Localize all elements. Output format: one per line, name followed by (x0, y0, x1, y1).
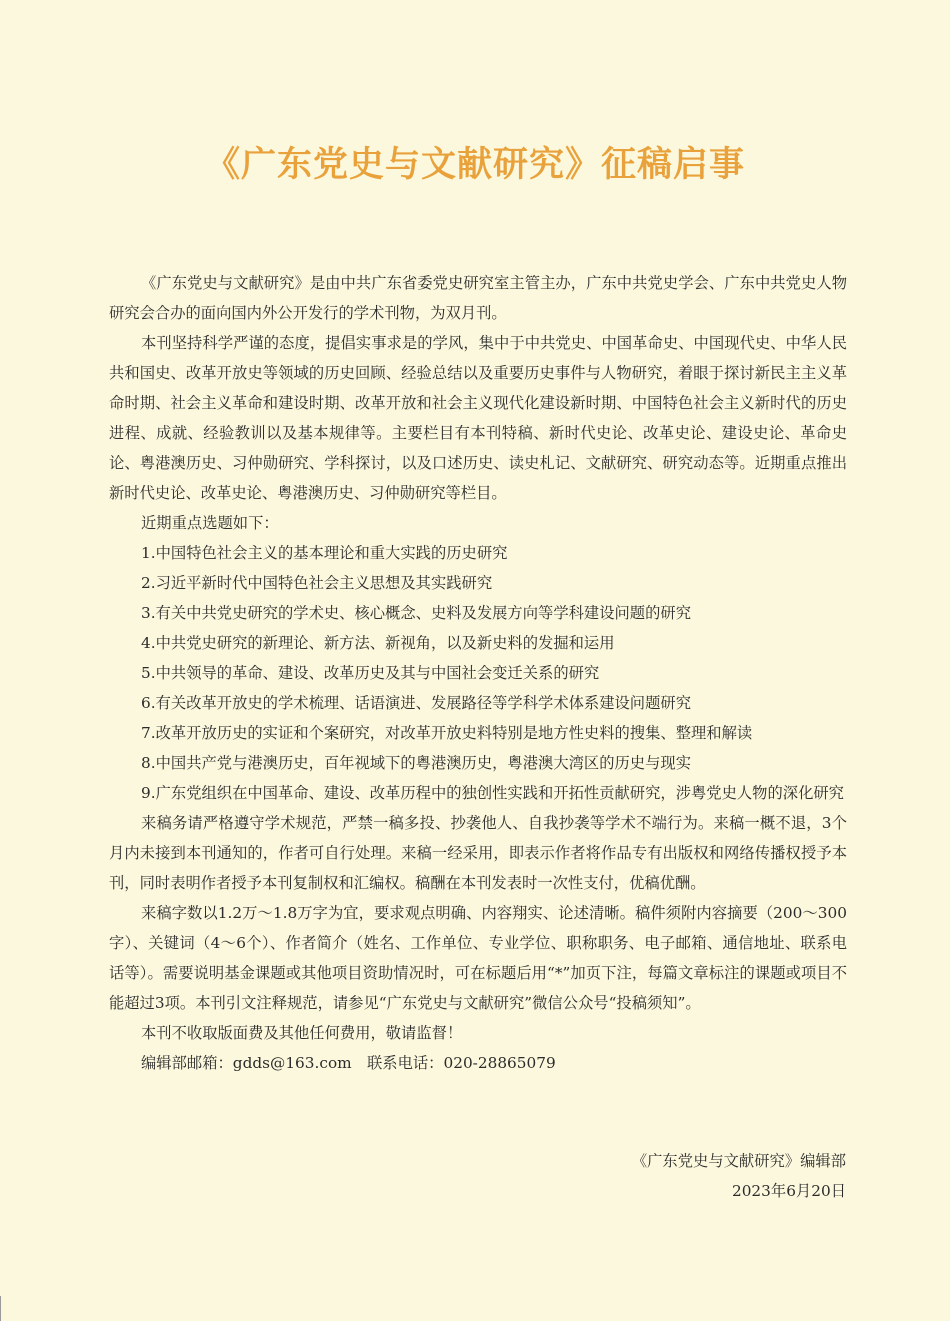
crop-mark (0, 1296, 9, 1321)
email-label: 编辑部邮箱： (141, 1054, 233, 1072)
phone-label: 联系电话： (366, 1054, 444, 1072)
scope-paragraph: 本刊坚持科学严谨的态度，提倡实事求是的学风，集中于中共党史、中国革命史、中国现代史、中华人民共和国史、改革开放史等领域的历史回顾、经验总结以及重要历史事件与人物研究，着眼于探讨新民主主义革命时期、社会主义革命和建设时期、改革开放和社会主义现代化建设新时期、中国特色社会主义新时代的历史进程、成就、经验教训以及基本规律等。主要栏目有本刊特稿、新时代史论、改革史论、建设史论、革命史论、粤港澳历史、习仲勋研究、学科探讨，以及口述历史、读史札记、文献研究、研究动态等。近期重点推出新时代史论、改革史论、粤港澳历史、习仲勋研究等栏目。 (109, 334, 847, 502)
topic-item: 6.有关改革开放史的学术梳理、话语演进、发展路径等学科学术体系建设问题研究 (141, 694, 691, 712)
contact-line (109, 1048, 847, 1078)
phone-number: 020-28865079 (443, 1054, 556, 1072)
academic-norms-paragraph: 来稿务请严格遵守学术规范，严禁一稿多投、抄袭他人、自我抄袭等学术不端行为。来稿一概不退，3个月内未接到本刊通知的，作者可自行处理。来稿一经采用，即表示作者将作品专有出版权和网络传播权授予本刊，同时表明作者授予本刊复制权和汇编权。稿酬在本刊发表时一次性支付，优稿优酬。 (109, 814, 847, 892)
topic-item: 9.广东党组织在中国革命、建设、改革历程中的独创性实践和开拓性贡献研究，涉粤党史人物的深化研究 (141, 784, 844, 802)
signature-date: 2023年6月20日 (731, 1182, 846, 1200)
email-address[interactable]: gdds@163.com (232, 1054, 352, 1072)
topic-item: 4.中共党史研究的新理论、新方法、新视角，以及新史料的发掘和运用 (141, 634, 615, 652)
contact-spacer (352, 1054, 367, 1072)
notice-body (109, 268, 847, 1078)
submission-requirements-paragraph: 来稿字数以1.2万～1.8万字为宜，要求观点明确、内容翔实、论述清晰。稿件须附内容摘要（200～300字）、关键词（4～6个）、作者简介（姓名、工作单位、专业学位、职称职务、电子邮箱、通信地址、联系电话等）。需要说明基金课题或其他项目资助情况时，可在标题后用“*”加页下注，每篇文章标注的课题或项目不能超过3项。本刊引文注释规范，请参见“广东党史与文献研究”微信公众号“投稿须知”。 (109, 904, 847, 1012)
topic-item: 7.改革开放历史的实证和个案研究，对改革开放史料特别是地方性史料的搜集、整理和解读 (141, 724, 753, 742)
topic-item: 5.中共领导的革命、建设、改革历史及其与中国社会变迁关系的研究 (141, 664, 600, 682)
topic-item: 2.习近平新时代中国特色社会主义思想及其实践研究 (141, 574, 493, 592)
topics-heading: 近期重点选题如下： (141, 514, 279, 532)
page-title: 《广东党史与文献研究》征稿启事 (204, 145, 745, 185)
topic-item: 1.中国特色社会主义的基本理论和重大实践的历史研究 (141, 544, 508, 562)
topic-item: 3.有关中共党史研究的学术史、核心概念、史料及发展方向等学科建设问题的研究 (141, 604, 691, 622)
intro-paragraph: 《广东党史与文献研究》是由中共广东省委党史研究室主管主办，广东中共党史学会、广东中共党史人物研究会合办的面向国内外公开发行的学术刊物，为双月刊。 (109, 274, 847, 322)
signature-org: 《广东党史与文献研究》编辑部 (631, 1152, 846, 1170)
signature-block (632, 1146, 846, 1206)
no-fees-paragraph: 本刊不收取版面费及其他任何费用，敬请监督！ (141, 1024, 463, 1042)
topic-item: 8.中国共产党与港澳历史，百年视域下的粤港澳历史，粤港澳大湾区的历史与现实 (141, 754, 691, 772)
